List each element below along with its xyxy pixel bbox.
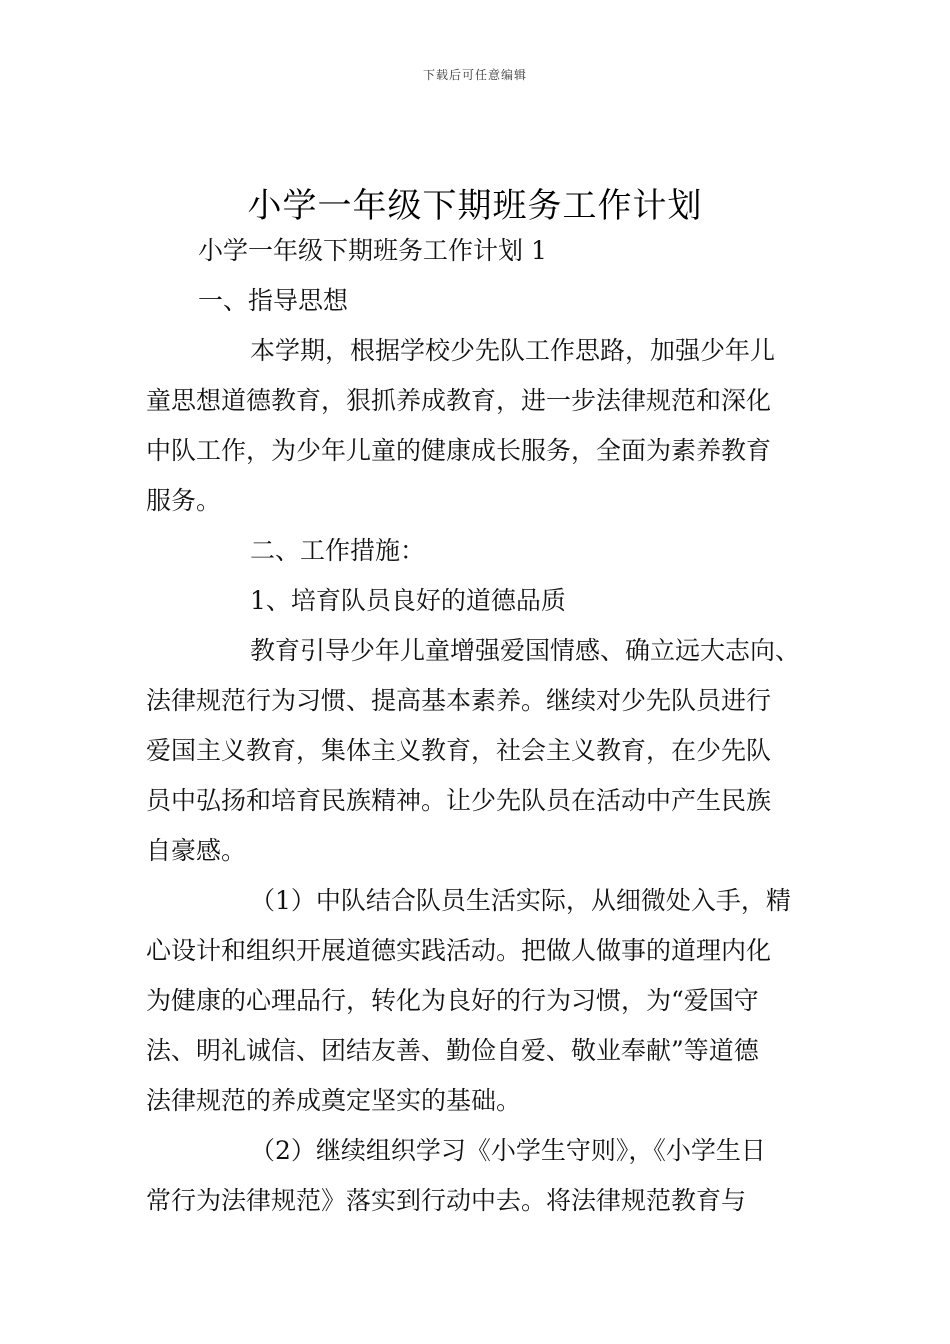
paragraph-line: （2）继续组织学习《小学生守则》，《小学生日 bbox=[250, 1136, 766, 1165]
paragraph-line: 童思想道德教育，狠抓养成教育，进一步法律规范和深化 bbox=[146, 386, 772, 415]
paragraph-line: 为健康的心理品行，转化为良好的行为习惯，为“爱国守 bbox=[146, 986, 759, 1015]
paragraph-line: 服务。 bbox=[146, 486, 222, 515]
paragraph-line: 法律规范行为习惯、提高基本素养。继续对少先队员进行 bbox=[146, 686, 772, 715]
paragraph-line: （1）中队结合队员生活实际，从细微处入手，精 bbox=[250, 886, 791, 915]
paragraph-line: 法律规范的养成奠定坚实的基础。 bbox=[146, 1086, 522, 1115]
paragraph-line: 中队工作，为少年儿童的健康成长服务，全面为素养教育 bbox=[146, 436, 772, 465]
section-heading-guiding-thought: 一、指导思想 bbox=[198, 286, 349, 315]
header-note: 下载后可任意编辑 bbox=[422, 68, 527, 82]
paragraph-line: 本学期，根据学校少先队工作思路，加强少年儿 bbox=[250, 336, 776, 365]
paragraph-line: 常行为法律规范》落实到行动中去。将法律规范教育与 bbox=[146, 1186, 747, 1215]
paragraph-line: 教育引导少年儿童增强爱国情感、确立远大志向、 bbox=[250, 636, 801, 665]
item-heading-moral-quality: 1、培育队员良好的道德品质 bbox=[250, 586, 566, 615]
paragraph-line: 自豪感。 bbox=[146, 836, 247, 865]
paragraph-line: 法、明礼诚信、团结友善、勤俭自爱、敬业奉献”等道德 bbox=[146, 1036, 759, 1065]
paragraph-line: 心设计和组织开展道德实践活动。把做人做事的道理内化 bbox=[146, 936, 772, 965]
paragraph-line: 爱国主义教育，集体主义教育，社会主义教育，在少先队 bbox=[146, 736, 772, 765]
section-heading-work-measures: 二、工作措施： bbox=[250, 536, 426, 565]
document-subtitle: 小学一年级下期班务工作计划 1 bbox=[198, 236, 547, 265]
document-title: 小学一年级下期班务工作计划 bbox=[247, 186, 703, 226]
paragraph-line: 员中弘扬和培育民族精神。让少先队员在活动中产生民族 bbox=[146, 786, 772, 815]
